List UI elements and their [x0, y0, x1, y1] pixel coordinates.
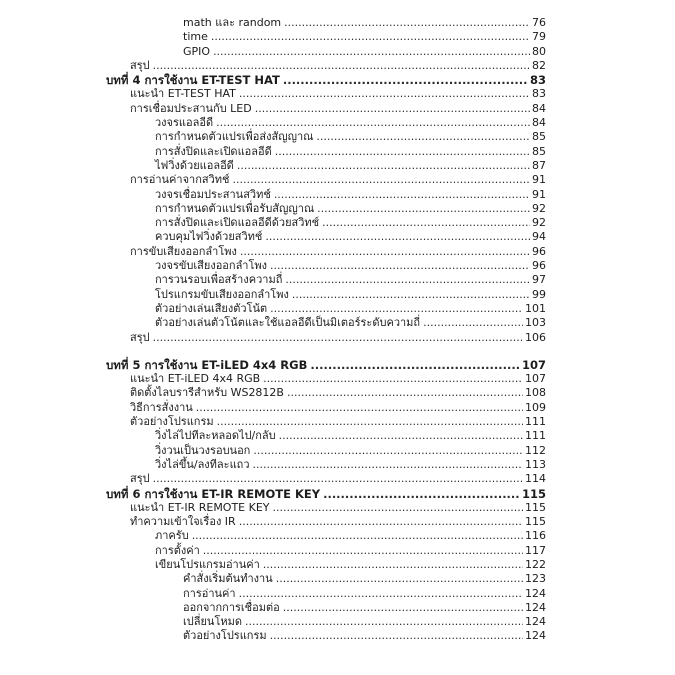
toc-entry[interactable] [106, 601, 546, 615]
toc-entry-page: 91 [532, 187, 546, 201]
toc-entry[interactable] [106, 159, 546, 173]
toc-entry-page: 83 [529, 73, 546, 88]
toc-entry-label: time [183, 30, 208, 44]
toc-entry-page: 108 [525, 386, 546, 400]
toc-entry[interactable] [106, 30, 546, 44]
dot-leader [275, 145, 530, 159]
dot-leader [273, 501, 523, 515]
toc-entry-label: ไฟวิ่งด้วยแอลอีดี [155, 158, 234, 172]
dot-leader [263, 372, 523, 386]
toc-entry-label: math และ random [183, 16, 282, 29]
toc-entry-page: 96 [532, 244, 546, 258]
toc-entry[interactable] [106, 59, 546, 73]
toc-entry[interactable] [106, 73, 546, 87]
toc-entry-label: การกำหนดตัวแปรเพื่อรับสัญญาณ [155, 201, 315, 215]
dot-leader [232, 173, 530, 187]
dot-leader [283, 601, 523, 615]
dot-leader [423, 316, 523, 330]
toc-entry[interactable] [106, 259, 546, 273]
toc-entry[interactable] [106, 529, 546, 543]
toc-entry[interactable] [106, 87, 546, 101]
toc-entry-label: การอ่านค่าจากสวิทช์ [130, 173, 230, 187]
dot-leader [153, 331, 523, 345]
toc-entry[interactable] [106, 102, 546, 116]
toc-entry-page: 106 [525, 330, 546, 344]
dot-leader [240, 245, 530, 259]
toc-entry-label: การกำหนดตัวแปรเพื่อส่งสัญญาณ [155, 130, 314, 144]
toc-entry[interactable] [106, 116, 546, 130]
toc-entry[interactable] [106, 188, 546, 202]
dot-leader [253, 458, 523, 472]
toc-entry[interactable] [106, 245, 546, 259]
toc-entry-page: 117 [525, 543, 546, 557]
toc-entry-label: ควบคุมไฟวิ่งด้วยสวิทช์ [155, 230, 263, 244]
toc-entry-page: 115 [525, 515, 546, 529]
toc-entry-label: บทที่ 6 การใช้งาน ET-IR REMOTE KEY [106, 486, 321, 501]
dot-leader [239, 515, 523, 529]
toc-entry-page: 97 [532, 273, 546, 287]
toc-entry-page: 113 [525, 457, 546, 471]
dot-leader [237, 159, 530, 173]
toc-entry-label: การสั่งปิดและเปิดแอลอีดีด้วยสวิทช์ [155, 216, 320, 230]
toc-entry-page: 79 [532, 30, 546, 44]
dot-leader [265, 230, 530, 244]
toc-entry[interactable] [106, 415, 546, 429]
toc-entry-page: 107 [521, 357, 546, 372]
toc-entry-label: การสั่งปิดและเปิดแอลอีดี [155, 144, 272, 158]
toc-entry-page: 124 [525, 615, 546, 629]
toc-entry-page: 103 [525, 316, 546, 330]
toc-entry-label: แนะนำ ET-iLED 4x4 RGB [130, 372, 261, 386]
dot-leader [316, 130, 530, 144]
toc-entry[interactable] [106, 572, 546, 586]
dot-leader [270, 629, 523, 643]
toc-entry-page: 111 [525, 415, 546, 429]
dot-leader [285, 273, 530, 287]
toc-entry[interactable] [106, 386, 546, 400]
toc-entry-label: ทำความเข้าใจเรื่อง IR [130, 515, 236, 529]
toc-entry[interactable] [106, 45, 546, 59]
toc-entry[interactable] [106, 558, 546, 572]
toc-entry-label: การขับเสียงออกลำโพง [130, 244, 237, 258]
toc-entry-page: 122 [525, 557, 546, 571]
dot-leader [255, 102, 530, 116]
toc-entry-page: 115 [525, 500, 546, 514]
toc-entry[interactable] [106, 515, 546, 529]
dot-leader [253, 444, 523, 458]
toc-entry-page: 109 [525, 400, 546, 414]
toc-entry-label: สรุป [130, 472, 150, 486]
toc-entry[interactable] [106, 216, 546, 230]
toc-entry[interactable] [106, 16, 546, 30]
toc-entry-label: บทที่ 4 การใช้งาน ET-TEST HAT [106, 73, 280, 88]
dot-leader [323, 487, 520, 501]
dot-leader [239, 587, 523, 601]
dot-leader [322, 216, 530, 230]
toc-entry-page: 85 [532, 144, 546, 158]
toc-entry-page: 124 [525, 629, 546, 643]
table-of-contents [106, 16, 546, 644]
toc-entry[interactable] [106, 487, 546, 501]
dot-leader [287, 386, 523, 400]
dot-leader [263, 558, 523, 572]
dot-leader [153, 59, 530, 73]
toc-entry[interactable] [106, 444, 546, 458]
toc-entry[interactable] [106, 615, 546, 629]
toc-entry[interactable] [106, 316, 546, 330]
toc-entry-label: ตัวอย่างโปรแกรม [130, 415, 214, 429]
toc-entry-label: ตัวอย่างโปรแกรม [183, 629, 267, 643]
dot-leader [310, 358, 520, 372]
toc-entry-label: วงจรแอลอีดี [155, 116, 214, 130]
toc-entry-label: วงจรเชื่อมประสานสวิทช์ [155, 187, 271, 201]
toc-entry-label: GPIO [183, 44, 211, 58]
toc-entry-page: 114 [525, 472, 546, 486]
toc-entry-page: 124 [525, 600, 546, 614]
dot-leader [211, 30, 530, 44]
toc-entry-label: คำสั่งเริ่มต้นทำงาน [183, 572, 273, 586]
toc-entry-label: การตั้งค่า [155, 543, 200, 557]
dot-leader [245, 615, 523, 629]
dot-leader [274, 188, 530, 202]
toc-entry[interactable] [106, 173, 546, 187]
toc-entry-label: ภาครับ [155, 529, 189, 543]
toc-entry-page: 124 [525, 586, 546, 600]
dot-leader [196, 401, 523, 415]
toc-entry-page: 123 [525, 572, 546, 586]
toc-entry[interactable] [106, 202, 546, 216]
toc-entry-page: 96 [532, 259, 546, 273]
toc-entry-page: 84 [532, 116, 546, 130]
toc-entry[interactable] [106, 501, 546, 515]
toc-entry-page: 83 [532, 87, 546, 101]
dot-leader [203, 544, 523, 558]
toc-entry-page: 112 [525, 443, 546, 457]
dot-leader [270, 302, 523, 316]
toc-entry-page: 82 [532, 58, 546, 72]
toc-entry[interactable] [106, 358, 546, 372]
toc-entry-label: ออกจากการเชื่อมต่อ [183, 600, 280, 614]
toc-entry-page: 87 [532, 158, 546, 172]
toc-entry-label: ตัวอย่างเล่นตัวโน้ตและใช้แอลอีดีเป็นมิเตอร์ระดับความถี่ [155, 316, 421, 330]
dot-leader [284, 16, 530, 30]
dot-leader [213, 45, 530, 59]
toc-entry-page: 84 [532, 101, 546, 115]
toc-entry-label: วิธีการสั่งงาน [130, 400, 193, 414]
toc-entry-page: 80 [532, 44, 546, 58]
toc-entry[interactable] [106, 331, 546, 345]
toc-entry-label: บทที่ 5 การใช้งาน ET-iLED 4x4 RGB [106, 357, 308, 372]
toc-entry-label: เขียนโปรแกรมอ่านค่า [155, 557, 260, 571]
dot-leader [192, 529, 523, 543]
toc-entry-label: แนะนำ ET-IR REMOTE KEY [130, 500, 270, 514]
toc-entry-page: 107 [525, 372, 546, 386]
toc-entry[interactable] [106, 130, 546, 144]
dot-leader [216, 116, 530, 130]
toc-entry-page: 116 [525, 529, 546, 543]
toc-entry-label: ตัวอย่างเล่นเสียงตัวโน้ต [155, 301, 268, 315]
toc-entry[interactable] [106, 273, 546, 287]
dot-leader [276, 572, 523, 586]
toc-entry-label: ติดตั้งไลบรารีสำหรับ WS2812B [130, 386, 284, 400]
dot-leader [292, 288, 530, 302]
toc-entry-page: 92 [532, 201, 546, 215]
toc-entry[interactable] [106, 302, 546, 316]
toc-entry[interactable] [106, 587, 546, 601]
toc-entry[interactable] [106, 288, 546, 302]
toc-entry[interactable] [106, 145, 546, 159]
toc-entry-page: 76 [532, 16, 546, 29]
toc-entry-label: การเชื่อมประสานกับ LED [130, 101, 252, 115]
toc-entry[interactable] [106, 230, 546, 244]
toc-entry-label: สรุป [130, 58, 150, 72]
toc-entry-label: แนะนำ ET-TEST HAT [130, 87, 236, 101]
dot-leader [153, 472, 523, 486]
toc-entry[interactable] [106, 472, 546, 486]
toc-entry-page: 91 [532, 173, 546, 187]
toc-entry-page: 115 [521, 486, 546, 501]
toc-entry-label: วิ่งไล่ไปทีละหลอดไป/กลับ [155, 429, 276, 443]
toc-entry[interactable] [106, 629, 546, 643]
toc-entry-label: สรุป [130, 330, 150, 344]
toc-entry[interactable] [106, 401, 546, 415]
dot-leader [279, 429, 523, 443]
toc-entry-label: เปลี่ยนโหมด [183, 615, 243, 629]
toc-entry-label: วิ่งวนเป็นวงรอบนอก [155, 443, 251, 457]
toc-entry-page: 101 [525, 301, 546, 315]
toc-entry-label: การวนรอบเพื่อสร้างความถี่ [155, 273, 283, 287]
toc-entry[interactable] [106, 429, 546, 443]
toc-entry[interactable] [106, 544, 546, 558]
toc-entry-label: วงจรขับเสียงออกลำโพง [155, 259, 268, 273]
toc-entry-label: โปรแกรมขับเสียงออกลำโพง [155, 287, 289, 301]
dot-leader [283, 73, 528, 87]
toc-entry[interactable] [106, 458, 546, 472]
toc-entry-page: 99 [532, 287, 546, 301]
toc-entry-page: 92 [532, 216, 546, 230]
toc-entry[interactable] [106, 372, 546, 386]
dot-leader [239, 87, 530, 101]
toc-entry-page: 85 [532, 130, 546, 144]
toc-entry-label: วิ่งไล่ขึ้น/ลงทีละแถว [155, 457, 250, 471]
toc-entry-page: 111 [525, 429, 546, 443]
dot-leader [270, 259, 530, 273]
toc-entry-label: การอ่านค่า [183, 586, 236, 600]
toc-entry-page: 94 [532, 230, 546, 244]
dot-leader [317, 202, 530, 216]
dot-leader [217, 415, 523, 429]
